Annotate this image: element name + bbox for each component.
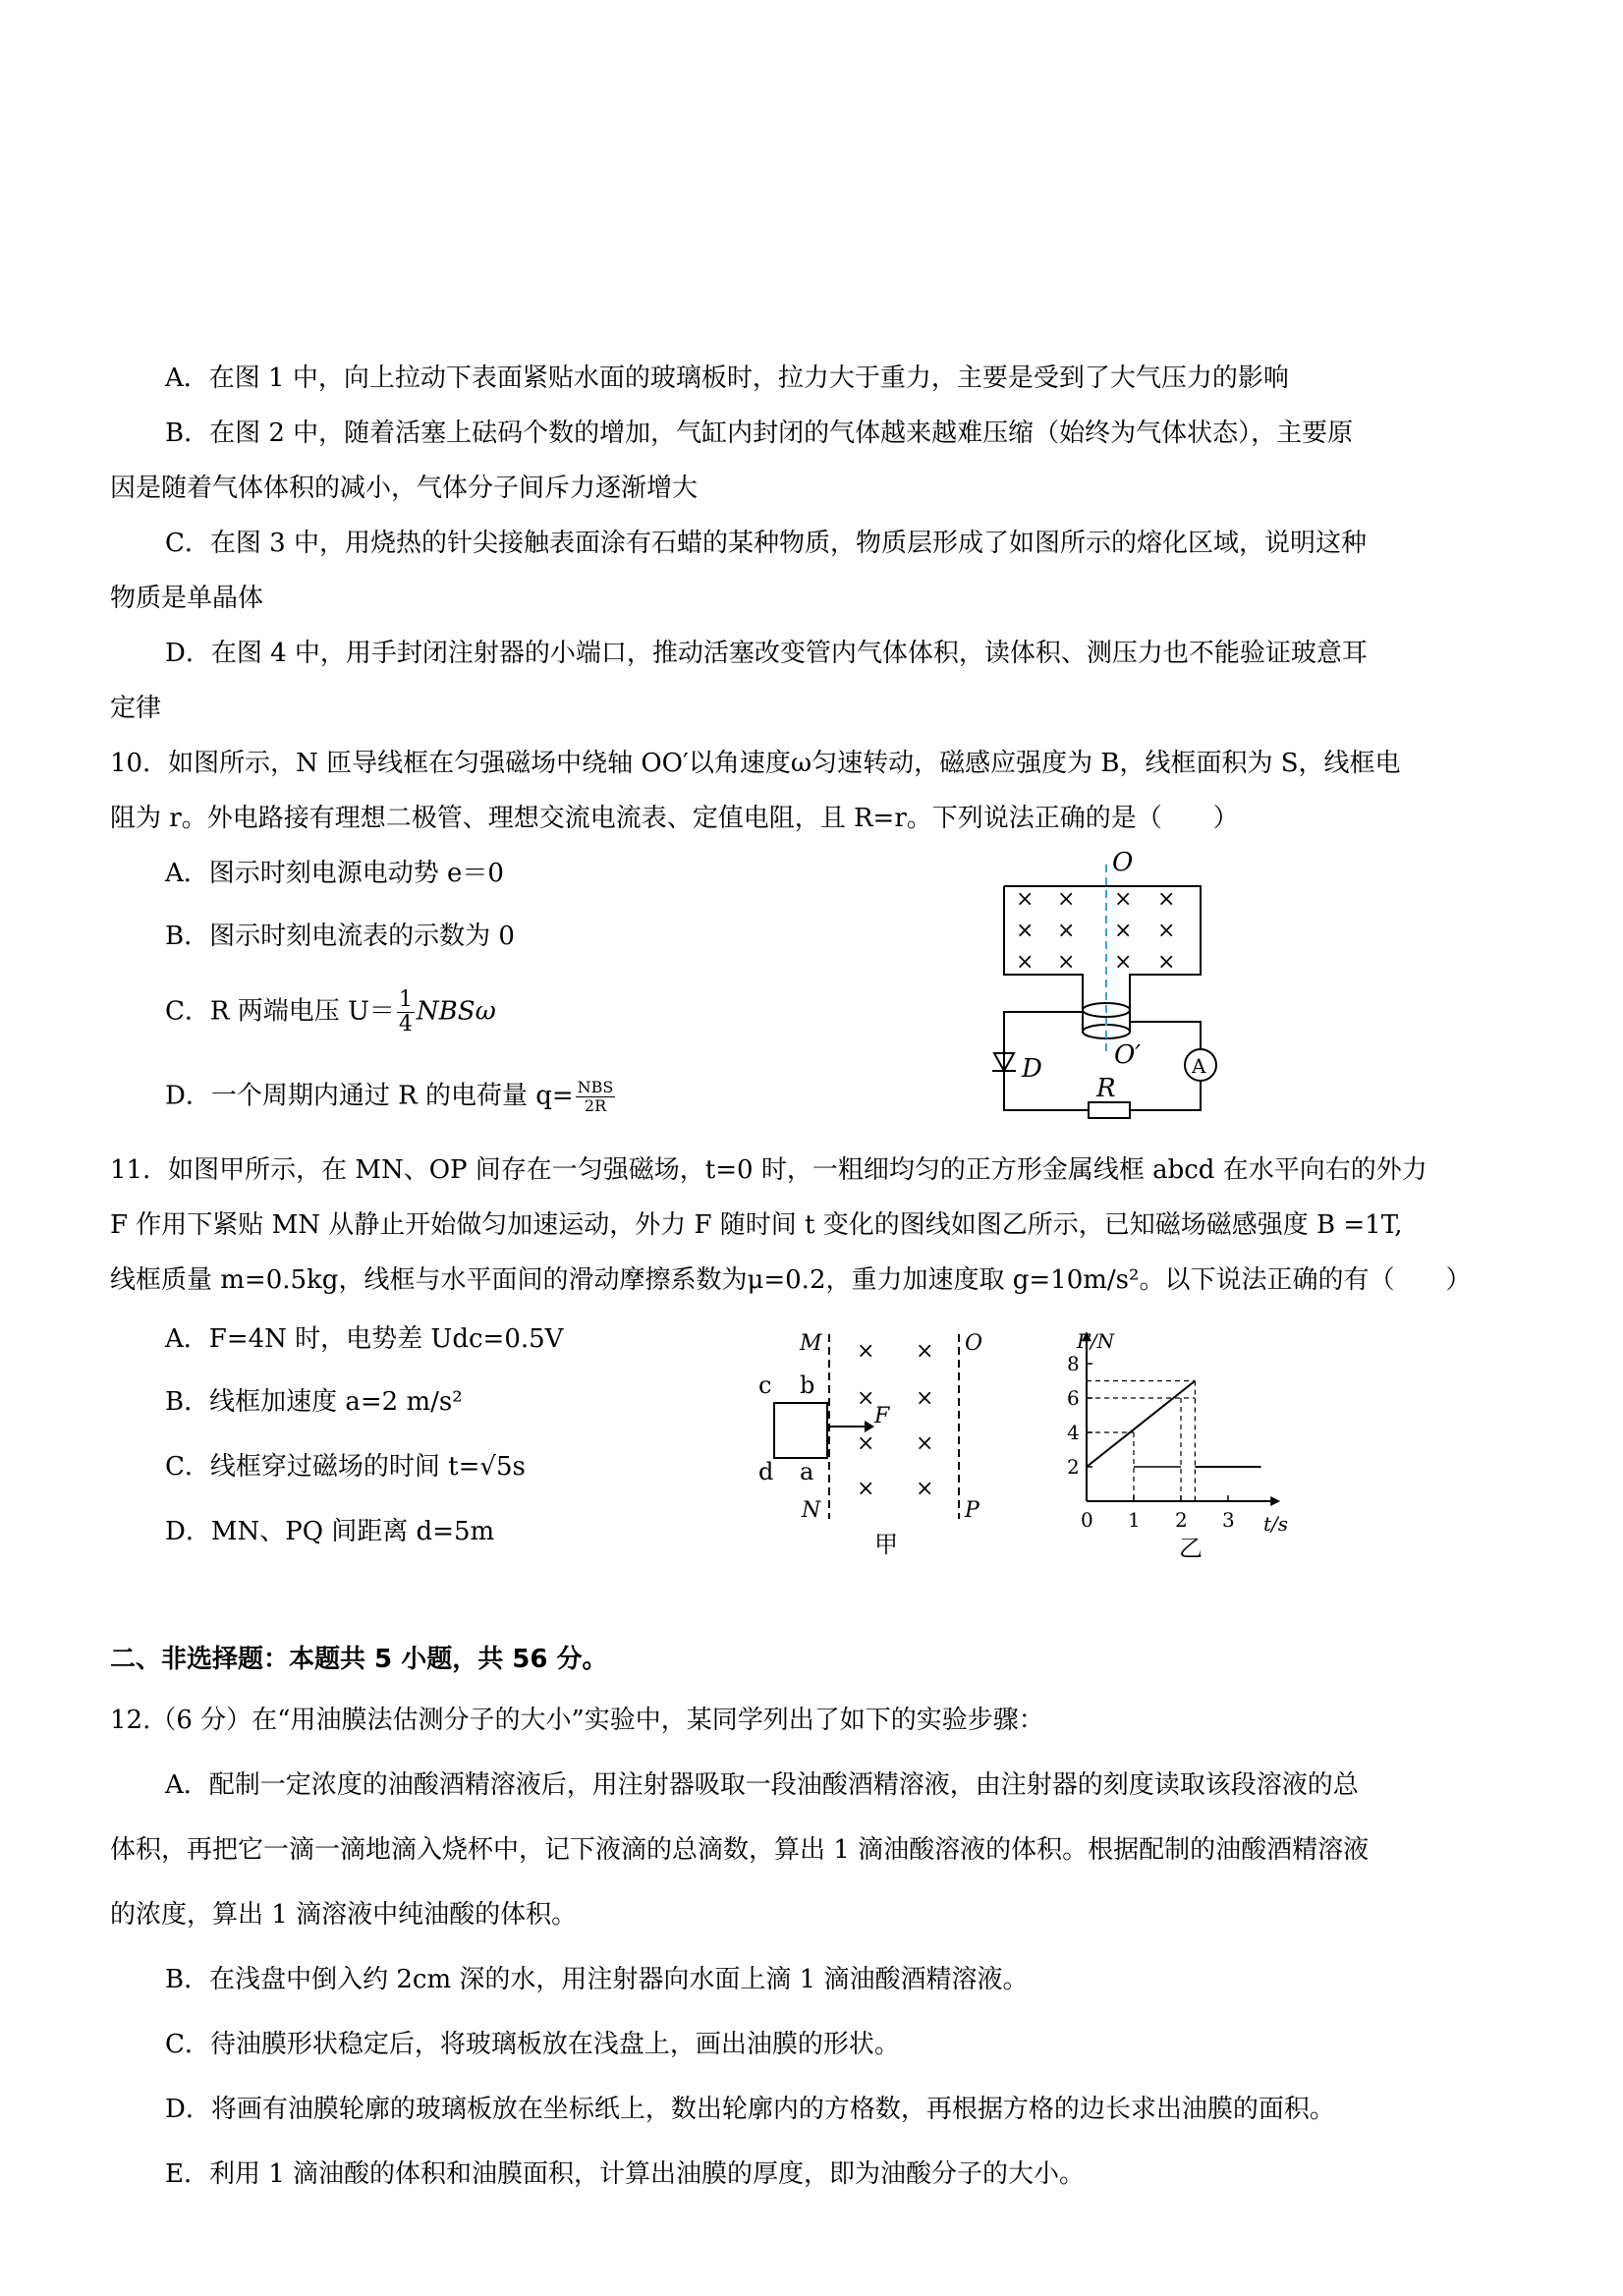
field-cross: × [1157,887,1176,912]
q12-stem: 12.（6 分）在“用油膜法估测分子的大小”实验中，某同学列出了如下的实验步骤： [110,1706,1044,1735]
field-cross: × [1057,887,1076,912]
q10-stem-line2: 阻为 r。外电路接有理想二极管、理想交流电流表、定值电阻，且 R=r。下列说法正确的是（ ） [110,804,1239,833]
figure-caption-yi: 乙 [1179,1535,1203,1560]
q11-option-d: D．MN、PQ 间距离 d=5m [165,1517,495,1546]
label-c: c [758,1372,772,1399]
label-b: b [800,1372,815,1399]
q9-option-d-line2: 定律 [110,694,162,723]
field-cross: × [1016,887,1035,912]
field-cross: × [857,1339,875,1364]
q10-option-d: D．一个周期内通过 R 的电荷量 q= $\frac{\text{NBS}}{2R}$ [165,1078,614,1115]
q10-option-a: A．图示时刻电源电动势 e＝0 [165,859,504,888]
q11-stem-line3: 线框质量 m=0.5kg，线框与水平面间的滑动摩擦系数为μ=0.2，重力加速度取 g=10m/s²。以下说法正确的有（ ） [110,1265,1472,1295]
q11-option-c: C．线框穿过磁场的时间 t=√5s [165,1452,526,1482]
x-tick-label: 2 [1175,1508,1188,1532]
label-a: a [800,1458,814,1485]
field-cross: × [1016,950,1035,975]
q9-option-b-line1: B．在图 2 中，随着活塞上砝码个数的增加，气缸内封闭的气体越来越难压缩（始终为气体状态），主要原 [165,419,1354,448]
field-cross: × [916,1477,934,1501]
q12-step-a-line3: 的浓度，算出 1 滴溶液中纯油酸的体积。 [110,1900,578,1930]
x-axis-arrow [1270,1496,1280,1506]
series-line-0 [1087,1381,1195,1468]
q12-step-c: C．待油膜形状稳定后，将玻璃板放在浅盘上，画出油膜的形状。 [165,2030,900,2059]
q11-stem-line2: F 作用下紧贴 MN 从静止开始做匀加速运动，外力 F 随时间 t 变化的图线如图乙所示，已知磁场磁感强度 B =1T, [110,1210,1403,1240]
label-n: N [802,1498,821,1523]
x-tick-label: 0 [1081,1508,1093,1532]
field-cross: × [1114,950,1133,975]
field-cross: × [1114,919,1133,943]
q10-option-c: C．R 两端电压 U＝ $\frac{1}{4}$ NBSω [165,987,496,1036]
field-cross: × [1016,919,1035,943]
q12-step-a-line1: A．配制一定浓度的油酸酒精溶液后，用注射器吸取一段油酸酒精溶液，由注射器的刻度读取该段溶液的总 [165,1770,1359,1800]
section-2-title: 二、非选择题：本题共 5 小题，共 56 分。 [110,1645,608,1674]
q11-stem-line1: 11．如图甲所示，在 MN、OP 间存在一匀强磁场，t=0 时，一粗细均匀的正方形金属线框 abcd 在水平向右的外力 [110,1155,1427,1185]
axis-label-o-prime: O′ [1114,1040,1142,1070]
q12-step-a-line2: 体积，再把它一滴一滴地滴入烧杯中，记下液滴的总滴数，算出 1 滴油酸溶液的体积。根据配制的油酸酒精溶液 [110,1835,1370,1865]
y-tick-label: 6 [1067,1386,1080,1410]
y-tick-label: 8 [1067,1352,1080,1375]
field-cross: × [1057,950,1076,975]
x-tick-label: 3 [1222,1508,1235,1532]
y-axis-label: F/N [1077,1329,1115,1353]
x-axis-label: t/s [1263,1512,1289,1536]
q9-option-b-line2: 因是随着气体体积的减小，气体分子间斥力逐渐增大 [110,474,699,503]
resistor-label: R [1096,1074,1116,1103]
field-cross: × [1057,919,1076,943]
field-cross: × [916,1431,934,1456]
field-cross: × [916,1386,934,1411]
q9-option-d-line1: D．在图 4 中，用手封闭注射器的小端口，推动活塞改变管内气体体积，读体积、测压力也不能验证玻意耳 [165,639,1368,668]
label-m: M [800,1331,822,1356]
y-tick-label: 4 [1067,1421,1080,1444]
q11-figure-yi-chart [1051,1324,1307,1560]
q12-step-d: D．将画有油膜轮廓的玻璃板放在坐标纸上，数出轮廓内的方格数，再根据方格的边长求出油膜的面积。 [165,2095,1335,2124]
q10-circuit-figure [982,845,1238,1130]
label-d: d [758,1458,774,1485]
diode-label: D [1022,1054,1042,1084]
y-tick-label: 2 [1067,1455,1080,1479]
q10-option-b: B．图示时刻电流表的示数为 0 [165,922,515,951]
axis-label-o: O [1112,848,1134,877]
q12-step-b: B．在浅盘中倒入约 2cm 深的水，用注射器向水面上滴 1 滴油酸酒精溶液。 [165,1965,1029,1994]
q11-option-b: B．线框加速度 a=2 m/s² [165,1387,463,1417]
x-tick-label: 1 [1128,1508,1141,1532]
q11-option-a: A．F=4N 时，电势差 Udc=0.5V [165,1324,564,1354]
field-cross: × [1157,919,1176,943]
q9-option-a: A．在图 1 中，向上拉动下表面紧贴水面的玻璃板时，拉力大于重力，主要是受到了大气压力的影响 [165,364,1289,393]
q9-option-c-line1: C．在图 3 中，用烧热的针尖接触表面涂有石蜡的某种物质，物质层形成了如图所示的熔化区域，说明这种 [165,529,1367,558]
field-cross: × [1157,950,1176,975]
field-cross: × [857,1386,875,1411]
field-cross: × [857,1477,875,1501]
q9-option-c-line2: 物质是单晶体 [110,584,264,613]
q11-figure-jia [747,1324,1002,1560]
field-cross: × [916,1339,934,1364]
figure-caption-jia: 甲 [874,1531,898,1558]
label-o: O [965,1331,983,1356]
ammeter-label: A [1192,1054,1206,1078]
label-p: P [965,1498,979,1523]
field-cross: × [857,1431,875,1456]
q12-step-e: E．利用 1 滴油酸的体积和油膜面积，计算出油膜的厚度，即为油酸分子的大小。 [165,2159,1086,2189]
label-f: F [874,1404,890,1428]
field-cross: × [1114,887,1133,912]
q10-stem-line1: 10．如图所示，N 匝导线框在匀强磁场中绕轴 OO′以角速度ω匀速转动，磁感应强度为 B，线框面积为 S，线框电 [110,749,1401,778]
